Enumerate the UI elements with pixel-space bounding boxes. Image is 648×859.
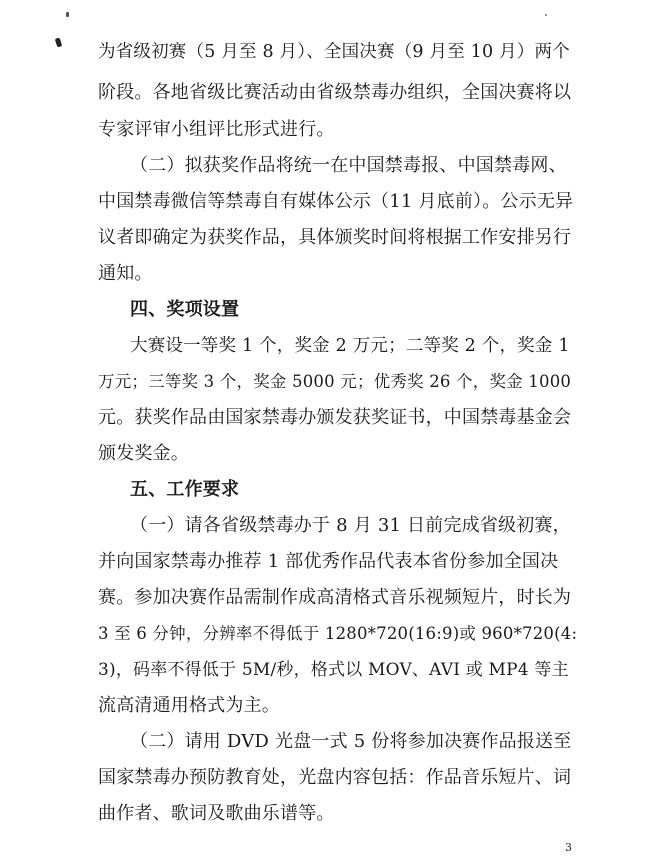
section-heading-requirements: 五、工作要求 <box>130 479 240 500</box>
paragraph-line: 为省级初赛（5 月至 8 月）、全国决赛（9 月至 10 月）两个 <box>98 42 570 62</box>
paragraph-line: 中国禁毒微信等禁毒自有媒体公示（11 月底前）。公示无异 <box>98 191 574 212</box>
paragraph-line: 万元；三等奖 3 个，奖金 5000 元；优秀奖 26 个，奖金 1000 <box>98 372 572 391</box>
paragraph-line: 专家评审小组评比形式进行。 <box>98 119 335 140</box>
paragraph-line: 流高清通用格式为主。 <box>98 695 280 716</box>
paragraph-line: 元。获奖作品由国家禁毒办颁发获奖证书，中国禁毒基金会 <box>98 407 572 428</box>
paragraph-line: 曲作者、歌词及歌曲乐谱等。 <box>98 803 335 824</box>
scan-speck <box>545 14 547 16</box>
paragraph-line: 国家禁毒办预防教育处，光盘内容包括：作品音乐短片、词 <box>98 767 572 788</box>
section-heading-awards: 四、奖项设置 <box>130 299 240 320</box>
paragraph-line: 赛。参加决赛作品需制作成高清格式音乐视频短片，时长为 <box>98 587 572 608</box>
paragraph-line: （二）请用 DVD 光盘一式 5 份将参加决赛作品报送至 <box>130 731 572 752</box>
paragraph-line: （一）请各省级禁毒办于 8 月 31 日前完成省级初赛， <box>130 515 571 536</box>
paragraph-line: 3 至 6 分钟，分辨率不得低于 1280*720(16:9)或 960*720(4: <box>98 624 578 643</box>
paragraph-line: 并向国家禁毒办推荐 1 部优秀作品代表本省份参加全国决 <box>98 551 559 572</box>
paragraph-line: 3)，码率不得低于 5M/秒，格式以 MOV、AVI 或 MP4 等主 <box>98 660 569 680</box>
paragraph-line: 颁发奖金。 <box>98 443 189 464</box>
paragraph-line: 阶段。各地省级比赛活动由省级禁毒办组织，全国决赛将以 <box>98 82 572 103</box>
scan-speck <box>55 37 63 47</box>
paragraph-line: 大赛设一等奖 1 个，奖金 2 万元；二等奖 2 个，奖金 1 <box>130 336 570 356</box>
scan-speck <box>66 12 69 17</box>
paragraph-line: （二）拟获奖作品将统一在中国禁毒报、中国禁毒网、 <box>130 155 567 176</box>
page-number: 3 <box>565 841 572 854</box>
paragraph-line: 通知。 <box>98 263 153 284</box>
paragraph-line: 议者即确定为获奖作品，具体颁奖时间将根据工作安排另行 <box>98 227 572 248</box>
